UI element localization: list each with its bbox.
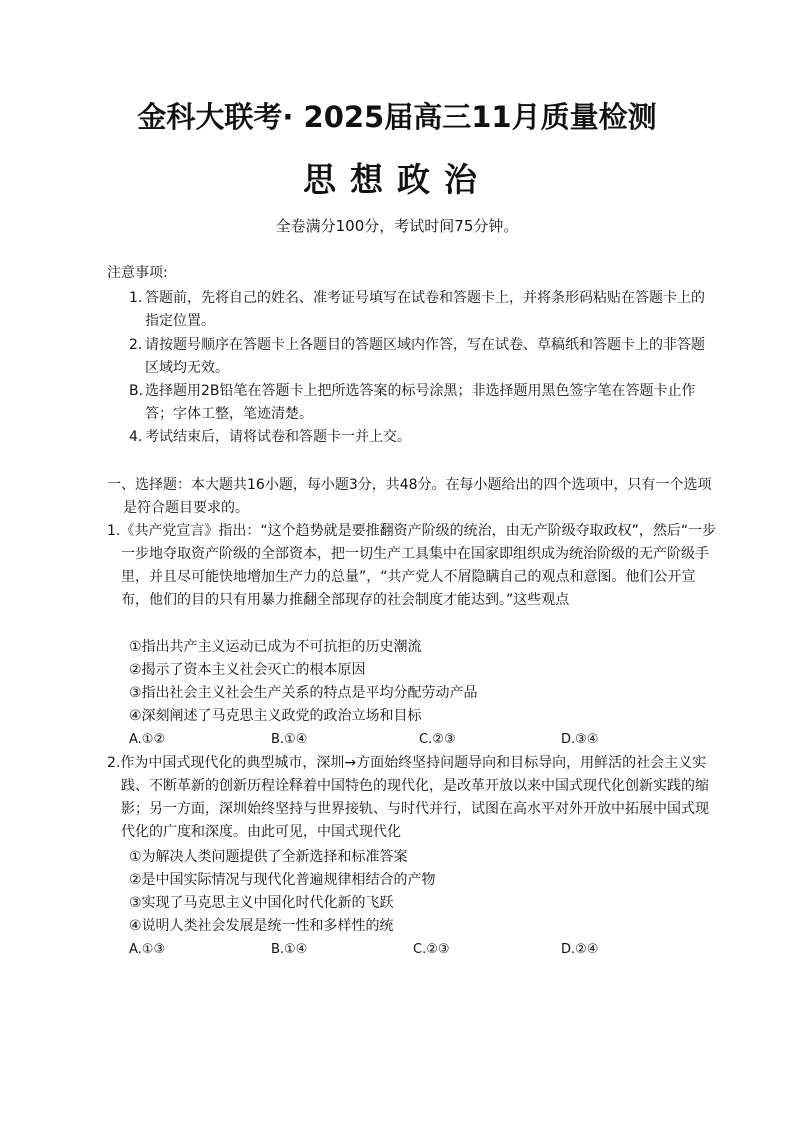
statement-option: ①为解决人类问题提供了全新选择和标准答案 (129, 849, 408, 865)
statement-option: ③指出社会主义社会生产关系的特点是平均分配劳动产品 (129, 685, 478, 701)
choice-c: C.②③ (419, 732, 456, 747)
note-number: 1. (129, 290, 143, 306)
note-item (129, 380, 709, 426)
choice-a: A.①③ (129, 942, 166, 957)
section-text: 一、选择题：本大题共16小题，每小题3分，共48分。在每小题给出的四个选项中，只有一个选项是符合题目要求的。 (107, 477, 712, 516)
statement-option: ②揭示了资本主义社会灭亡的根本原因 (129, 662, 366, 678)
statement-option: ②是中国实际情况与现代化普遍规律相结合的产物 (129, 872, 436, 888)
question-stem (107, 752, 717, 844)
note-item (129, 426, 709, 449)
exam-title: 金科大联考· 2025届高三11月质量检测 (137, 100, 657, 134)
question-stem (107, 520, 717, 612)
statement-option: ④深刻阐述了马克思主义政党的政治立场和目标 (129, 708, 422, 724)
choice-c: C.②③ (413, 942, 450, 957)
statement-option: ④说明人类社会发展是统一性和多样性的统 (129, 918, 394, 934)
notes-heading: 注意事项: (107, 265, 168, 281)
section-heading (107, 474, 717, 520)
choice-d: D.③④ (561, 732, 599, 747)
score-info: 全卷满分100分，考试时间75分钟。 (275, 217, 519, 235)
note-text: 选择题用2B铅笔在答题卡上把所选答案的标号涂黑；非选择题用黑色签字笔在答题卡止作答；字体工整，笔迹清楚。 (145, 383, 696, 422)
question-text: 2.作为中国式现代化的典型城市，深圳→方面始终坚持问题导向和目标导向，用鲜活的社会主义实践、不断革新的创新历程诠释着中国特色的现代化，是改革开放以来中国式现代化创新实践的缩影；另一方面，深圳始终坚持与世界接轨、与时代并行，试图在高水平对外开放中拓展中国式现代化的广度和深度。由此可见，中国式现代化 (107, 755, 709, 840)
statement-option: ③实现了马克思主义中国化时代化新的飞跃 (129, 895, 394, 911)
choice-a: A.①② (129, 732, 166, 747)
note-item (129, 334, 709, 380)
note-text: 答题前，先将自己的姓名、准考证号填写在试卷和答题卡上，并将条形码粘贴在答题卡上的指定位置。 (145, 290, 705, 329)
subject-title: 思想政治 (303, 160, 491, 199)
statement-option: ①指出共产主义运动已成为不可抗拒的历史潮流 (129, 639, 422, 655)
note-number: B. (129, 383, 144, 399)
choice-b: B.①④ (271, 942, 308, 957)
note-text: 请按题号顺序在答题卡上各题目的答题区域内作答，写在试卷、草稿纸和答题卡上的非答题区域均无效。 (145, 337, 705, 376)
choice-d: D.②④ (561, 942, 599, 957)
note-number: 2. (129, 337, 143, 353)
note-number: 4. (129, 429, 143, 445)
note-item (129, 287, 709, 333)
question-text: 1.《共产党宣言》指出：“这个趋势就是要推翻资产阶级的统治，由无产阶级夺取政权”，然后“一步一步地夺取资产阶级的全部资本，把一切生产工具集中在国家即组织成为统治阶级的无产阶级手里，并且尽可能快地增加生产力的总量”，“共产党人不屑隐瞒自己的观点和意图。他们公开宣布，他们的目的只有用暴力推翻全部现存的社会制度才能达到。”这些观点 (107, 523, 717, 608)
choice-b: B.①④ (271, 732, 308, 747)
note-text: 考试结束后，请将试卷和答题卡一并上交。 (145, 429, 411, 445)
